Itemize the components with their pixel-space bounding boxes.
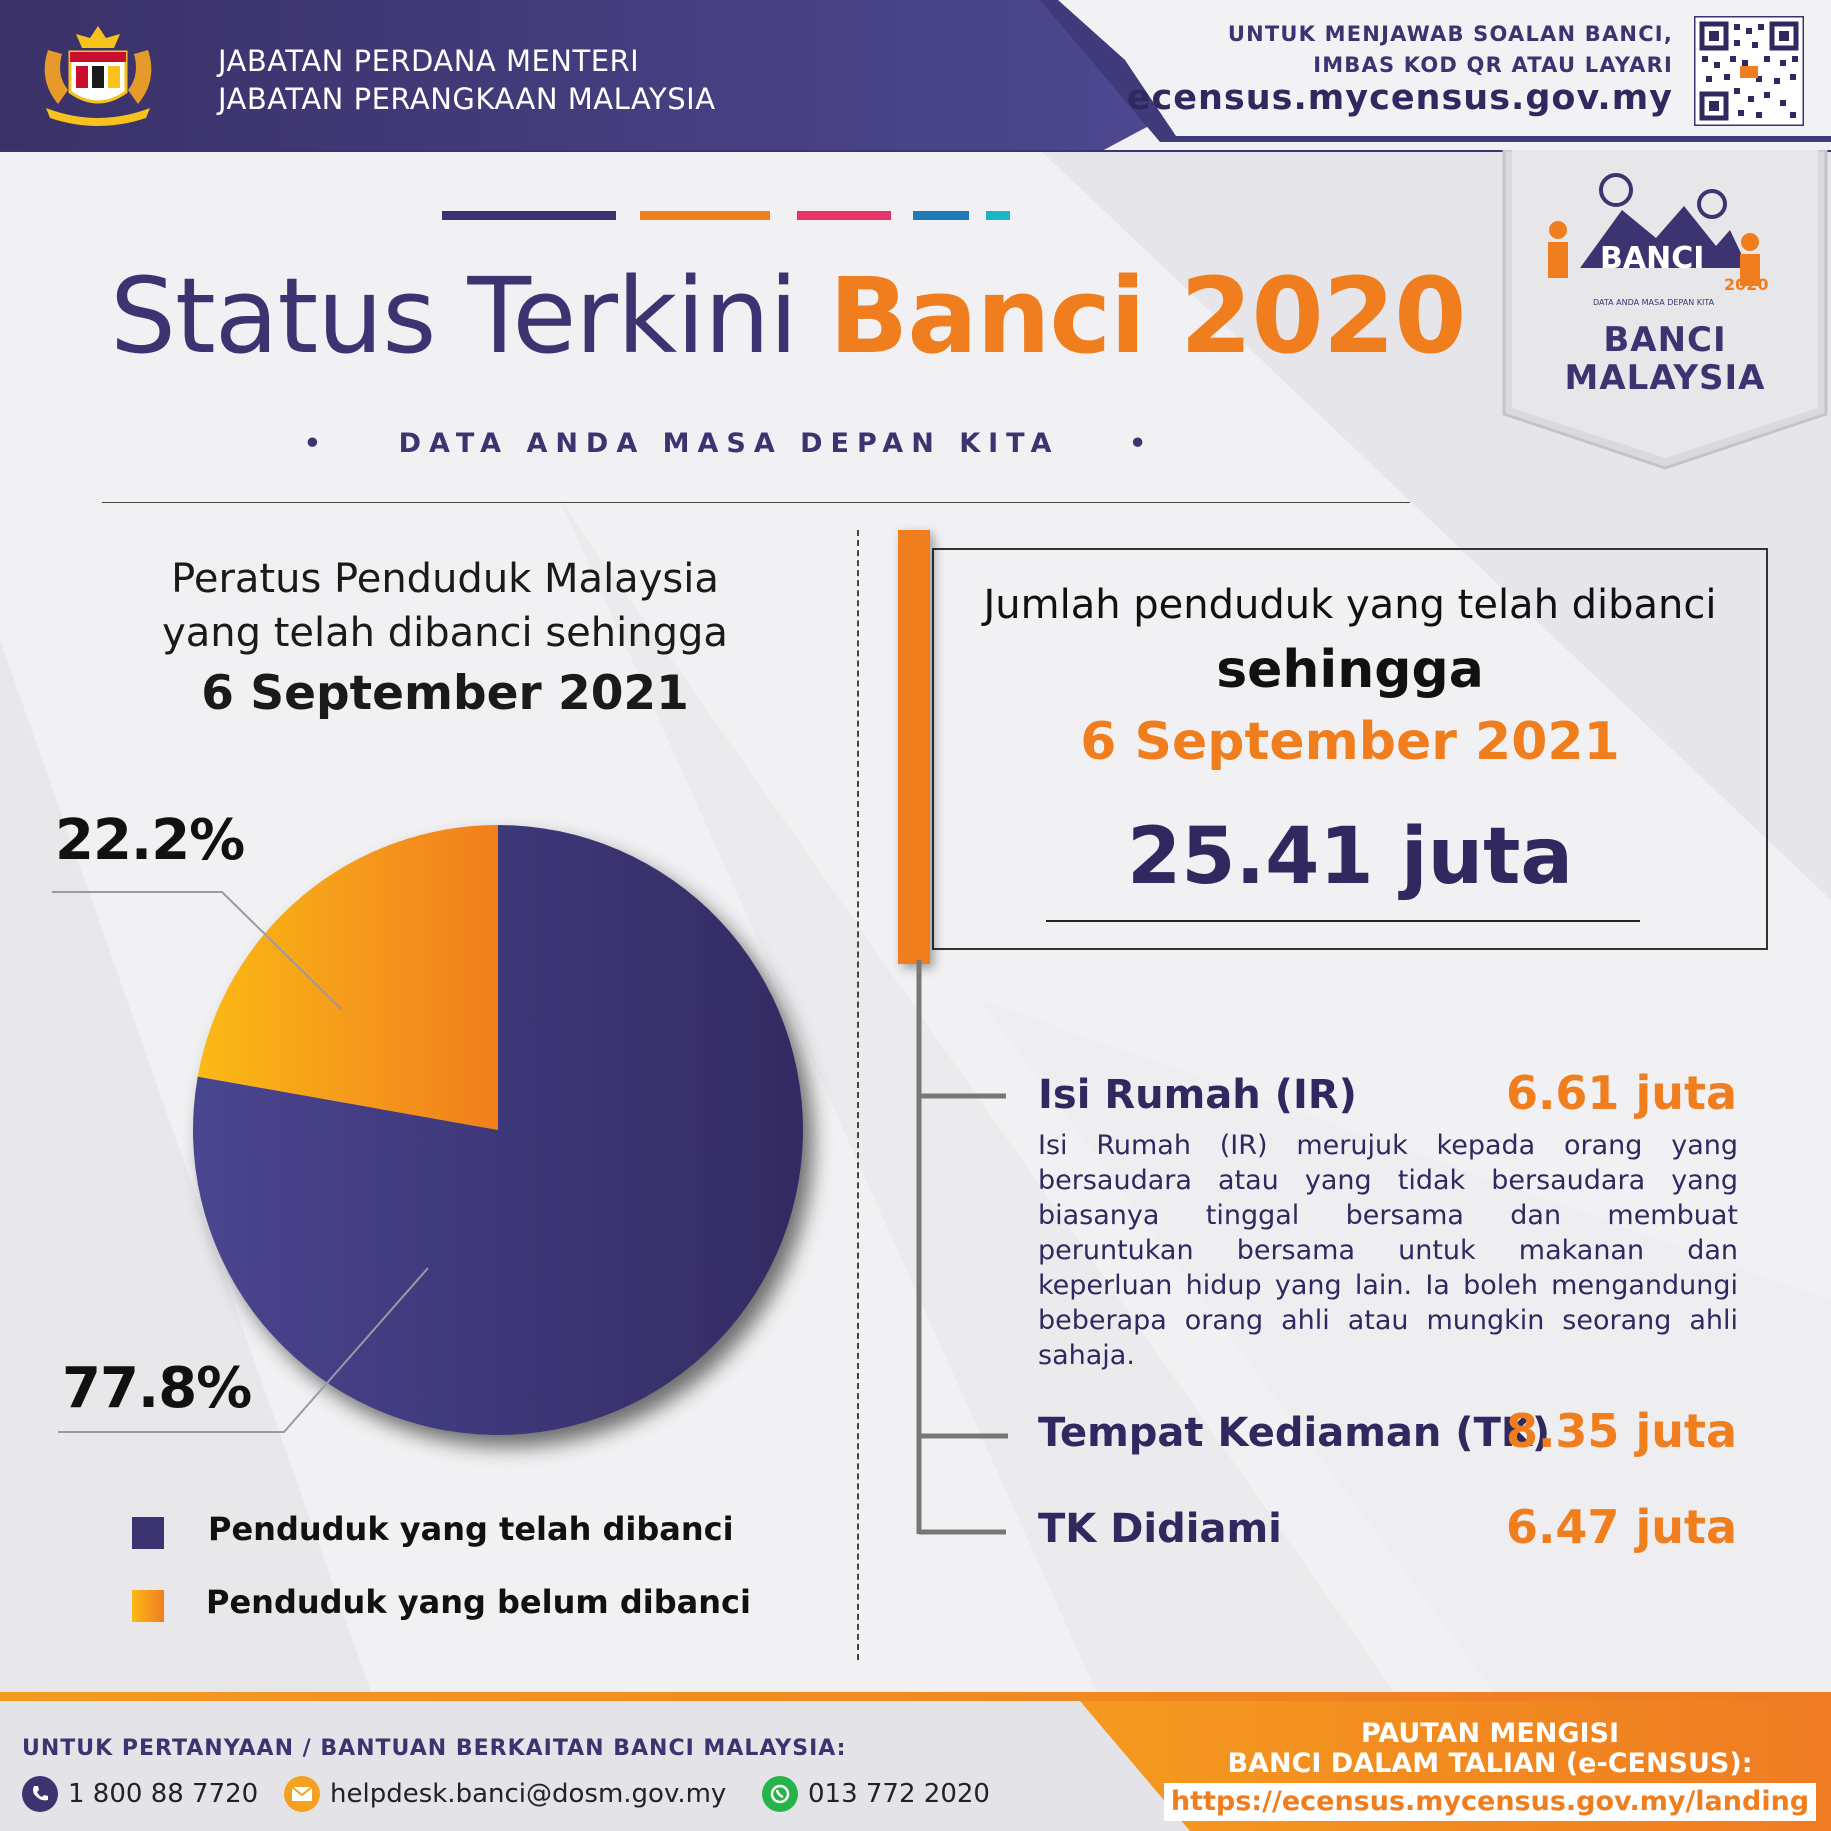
badge-logo-word: BANCI bbox=[1600, 241, 1705, 276]
pie-label-uncounted: 22.2% bbox=[55, 808, 245, 873]
coat-of-arms-logo bbox=[28, 20, 168, 130]
stat-label-isi-rumah: Isi Rumah (IR) bbox=[1038, 1072, 1357, 1118]
tagline-bullet-right: • bbox=[1059, 428, 1155, 459]
email-address: helpdesk.banci@dosm.gov.my bbox=[330, 1779, 727, 1809]
legend-swatch-counted bbox=[132, 1517, 164, 1549]
total-underline bbox=[1046, 920, 1640, 922]
tagline-text: DATA ANDA MASA DEPAN KITA bbox=[398, 428, 1060, 459]
decor-dash-pink bbox=[797, 211, 891, 220]
phone-icon bbox=[22, 1776, 58, 1812]
legend-label-counted: Penduduk yang telah dibanci bbox=[208, 1510, 734, 1548]
pie-title-line2: yang telah dibanci sehingga bbox=[162, 610, 728, 656]
badge-logo-tagline: DATA ANDA MASA DEPAN KITA bbox=[1593, 298, 1715, 307]
badge-label-line1: BANCI bbox=[1603, 320, 1727, 360]
title-divider bbox=[102, 502, 1410, 503]
badge-logo-year: 2020 bbox=[1724, 275, 1769, 294]
contact-email[interactable] bbox=[284, 1774, 726, 1814]
phone-number: 1 800 88 7720 bbox=[68, 1779, 259, 1809]
pie-title-date: 6 September 2021 bbox=[201, 666, 689, 721]
census-instruction-line1: UNTUK MENJAWAB SOALAN BANCI, bbox=[1227, 22, 1673, 46]
stat-value-isi-rumah: 6.61 juta bbox=[1505, 1066, 1737, 1120]
decor-dash-teal bbox=[986, 211, 1010, 220]
stats-connector-tree bbox=[914, 960, 1014, 1540]
email-icon bbox=[284, 1776, 320, 1812]
page-title bbox=[110, 255, 1466, 377]
agency-name-primary: JABATAN PERDANA MENTERI bbox=[218, 44, 640, 78]
decor-dash-blue bbox=[913, 211, 969, 220]
decor-dash-navy bbox=[442, 211, 616, 220]
total-label-line2: sehingga bbox=[1216, 640, 1484, 700]
total-label-date: 6 September 2021 bbox=[1080, 712, 1620, 772]
header bbox=[0, 0, 1831, 152]
ecensus-landing-link[interactable]: https://ecensus.mycensus.gov.my/landing bbox=[1164, 1783, 1816, 1821]
page-title-accent: Banci 2020 bbox=[829, 255, 1466, 377]
isi-rumah-description: Isi Rumah (IR) merujuk kepada orang yang bersaudara atau yang tidak bersaudara yang biasanya tinggal bersama dan membuat peruntukan bersama untuk makanan dan keperluan hidup yang lain. Ia boleh mengandungi beberapa orang ahli atau mungkin seorang ahli sahaja. bbox=[1038, 1130, 1738, 1371]
pie-label-counted: 77.8% bbox=[62, 1356, 252, 1421]
contact-whatsapp[interactable] bbox=[762, 1774, 990, 1814]
legend-swatch-uncounted bbox=[132, 1590, 164, 1622]
stat-value-tk-didiami: 6.47 juta bbox=[1505, 1500, 1737, 1554]
decor-dash-orange bbox=[640, 211, 770, 220]
total-label-line1: Jumlah penduduk yang telah dibanci bbox=[983, 582, 1717, 628]
total-box-accent-bar bbox=[898, 530, 930, 964]
tagline-bullet-left: • bbox=[303, 428, 399, 459]
whatsapp-number: 013 772 2020 bbox=[808, 1779, 990, 1809]
stat-label-tempat-kediaman: Tempat Kediaman (TK) bbox=[1038, 1410, 1551, 1456]
footer-inquiry-label: UNTUK PERTANYAAN / BANTUAN BERKAITAN BANCI MALAYSIA: bbox=[22, 1736, 847, 1761]
total-population-value: 25.41 juta bbox=[1126, 812, 1574, 902]
census-instruction-line2: IMBAS KOD QR ATAU LAYARI bbox=[1313, 53, 1673, 77]
page-title-main: Status Terkini bbox=[110, 255, 797, 377]
tagline bbox=[0, 428, 1458, 459]
legend-label-uncounted: Penduduk yang belum dibanci bbox=[206, 1583, 751, 1621]
ecensus-url-link[interactable]: ecensus.mycensus.gov.my bbox=[1126, 78, 1673, 118]
agency-name-secondary: JABATAN PERANGKAAN MALAYSIA bbox=[218, 82, 716, 116]
ecensus-heading-line2: BANCI DALAM TALIAN (e-CENSUS): bbox=[1227, 1748, 1753, 1779]
badge-label-line2: MALAYSIA bbox=[1564, 358, 1766, 398]
banci-malaysia-badge bbox=[1498, 150, 1831, 470]
pie-title-line1: Peratus Penduduk Malaysia bbox=[171, 556, 719, 602]
qr-code-icon[interactable] bbox=[1694, 16, 1804, 126]
contact-phone[interactable] bbox=[22, 1774, 258, 1814]
stat-value-tempat-kediaman: 8.35 juta bbox=[1505, 1404, 1737, 1458]
stat-label-tk-didiami: TK Didiami bbox=[1038, 1506, 1282, 1552]
whatsapp-icon bbox=[762, 1776, 798, 1812]
ecensus-heading-line1: PAUTAN MENGISI bbox=[1360, 1718, 1620, 1749]
